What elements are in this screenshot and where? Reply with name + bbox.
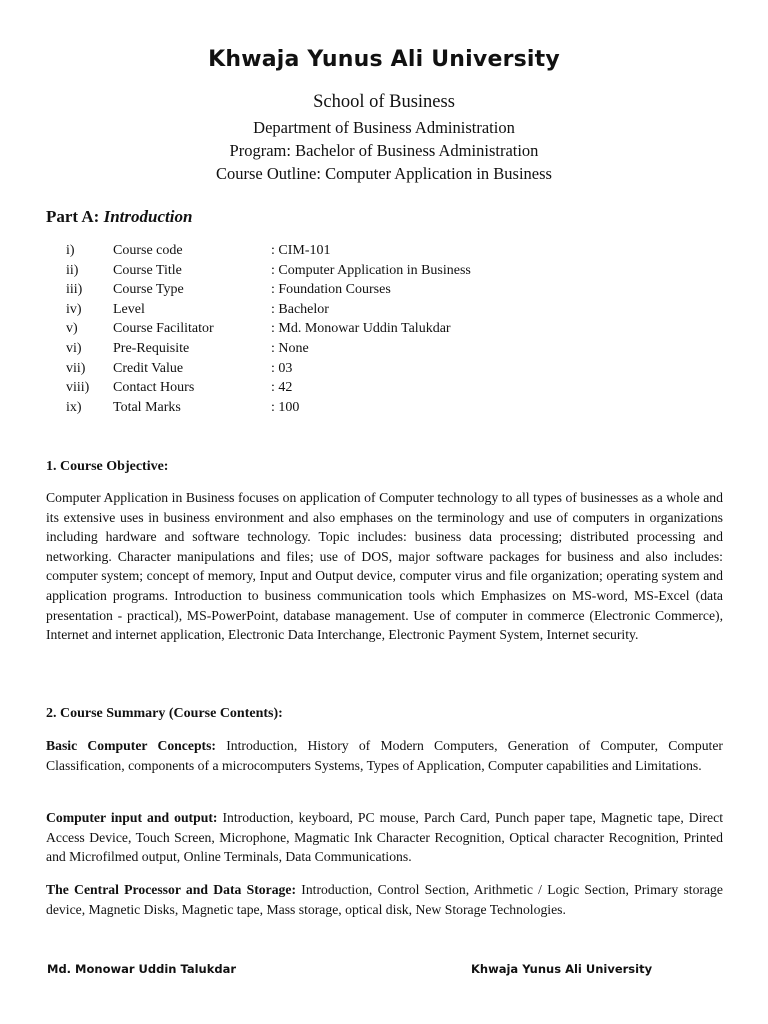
info-label: Credit Value [113,360,184,376]
info-num: vi) [66,340,82,356]
info-value: : 100 [271,399,300,415]
course-outline-title: Course Outline: Computer Application in Business [216,164,552,183]
course-info-table [66,241,471,417]
info-num: vii) [66,360,86,376]
info-num: viii) [66,380,90,396]
info-row [66,339,471,359]
course-objective-heading: 1. Course Objective: [46,459,169,474]
info-row [66,280,471,300]
summary-item-text: Introduction, History of Modern Computers, Generation of Computer, Computer Classification, components of a microcomputers Systems, Types of Application, Computer capabilities and Limitations. [46,738,723,773]
info-value: : 42 [271,380,293,396]
info-label: Course Title [113,262,182,278]
info-value: : Bachelor [271,301,329,317]
info-value: : Foundation Courses [271,282,391,298]
summary-item-text: Introduction, keyboard, PC mouse, Parch Card, Punch paper tape, Magnetic tape, Direct Access Device, Touch Screen, Microphone, Magmatic Ink Character Recognition, Optical character Recognition, Printed and Microfilmed output, Online Terminals, Data Communications. [46,810,724,865]
info-value: : 03 [271,360,293,376]
part-a-prefix: Part A: [46,207,104,226]
info-row [66,378,471,398]
info-num: ii) [66,262,79,278]
info-num: v) [66,321,78,337]
footer-author: Md. Monowar Uddin Talukdar [47,962,237,976]
info-label: Course Facilitator [113,321,214,337]
program-name: Program: Bachelor of Business Administration [229,141,539,160]
info-row [66,261,471,281]
summary-item-basic-concepts [46,736,723,775]
info-num: ix) [66,399,82,415]
info-num: i) [66,243,75,258]
info-value: : None [271,340,309,356]
summary-item-text: Introduction, Control Section, Arithmetic / Logic Section, Primary storage device, Magnetic Disks, Magnetic tape, Mass storage, optical disk, New Storage Technologies. [46,882,723,917]
school-name: School of Business [313,92,455,112]
info-value: : Computer Application in Business [271,262,471,278]
university-title: Khwaja Yunus Ali University [208,47,560,72]
summary-item-heading: The Central Processor and Data Storage: [46,882,297,897]
info-num: iv) [66,301,82,317]
summary-item-heading: Basic Computer Concepts: [46,738,216,753]
info-row [66,319,471,339]
info-label: Level [113,301,145,317]
course-objective-text: Computer Application in Business focuses on application of Computer technology to all types of businesses as a whole and its extensive uses in business environment and also emphases on the terminology and use of computers in organizations including hardware and software technology. Topic includes: business data processing; distributed processing and networking. Character manipulations and files; use of DOS, major software packages for business and also includes: computer system; concept of memory, Input and Output device, computer virus and file organization; operating system and application programs. Introduction to business communication tools which Emphasizes on MS-word, MS-Excel (data presentation - practical), MS-PowerPoint, database management. Use of computer in commerce (Electronic Commerce), Internet and internet application, Electronic Data Interchange, Electronic Payment System, Internet security. [46,490,723,643]
info-row [66,359,471,379]
info-label: Course code [113,243,183,258]
footer-university: Khwaja Yunus Ali University [471,962,653,976]
info-value: : CIM-101 [271,243,331,258]
info-row [66,398,471,418]
part-a-heading [46,207,192,227]
department-name: Department of Business Administration [253,118,515,137]
info-label: Total Marks [113,399,181,415]
part-a-title: Introduction [103,207,193,226]
info-row [66,300,471,320]
info-num: iii) [66,282,83,298]
info-row [66,241,471,261]
course-summary-heading: 2. Course Summary (Course Contents): [46,706,283,721]
summary-item-input-output [46,808,723,867]
info-label: Course Type [113,282,184,298]
summary-item-processor-storage [46,880,723,919]
summary-item-heading: Computer input and output: [46,810,218,825]
info-value: : Md. Monowar Uddin Talukdar [271,321,451,337]
info-label: Pre-Requisite [113,340,190,356]
info-label: Contact Hours [113,380,195,396]
